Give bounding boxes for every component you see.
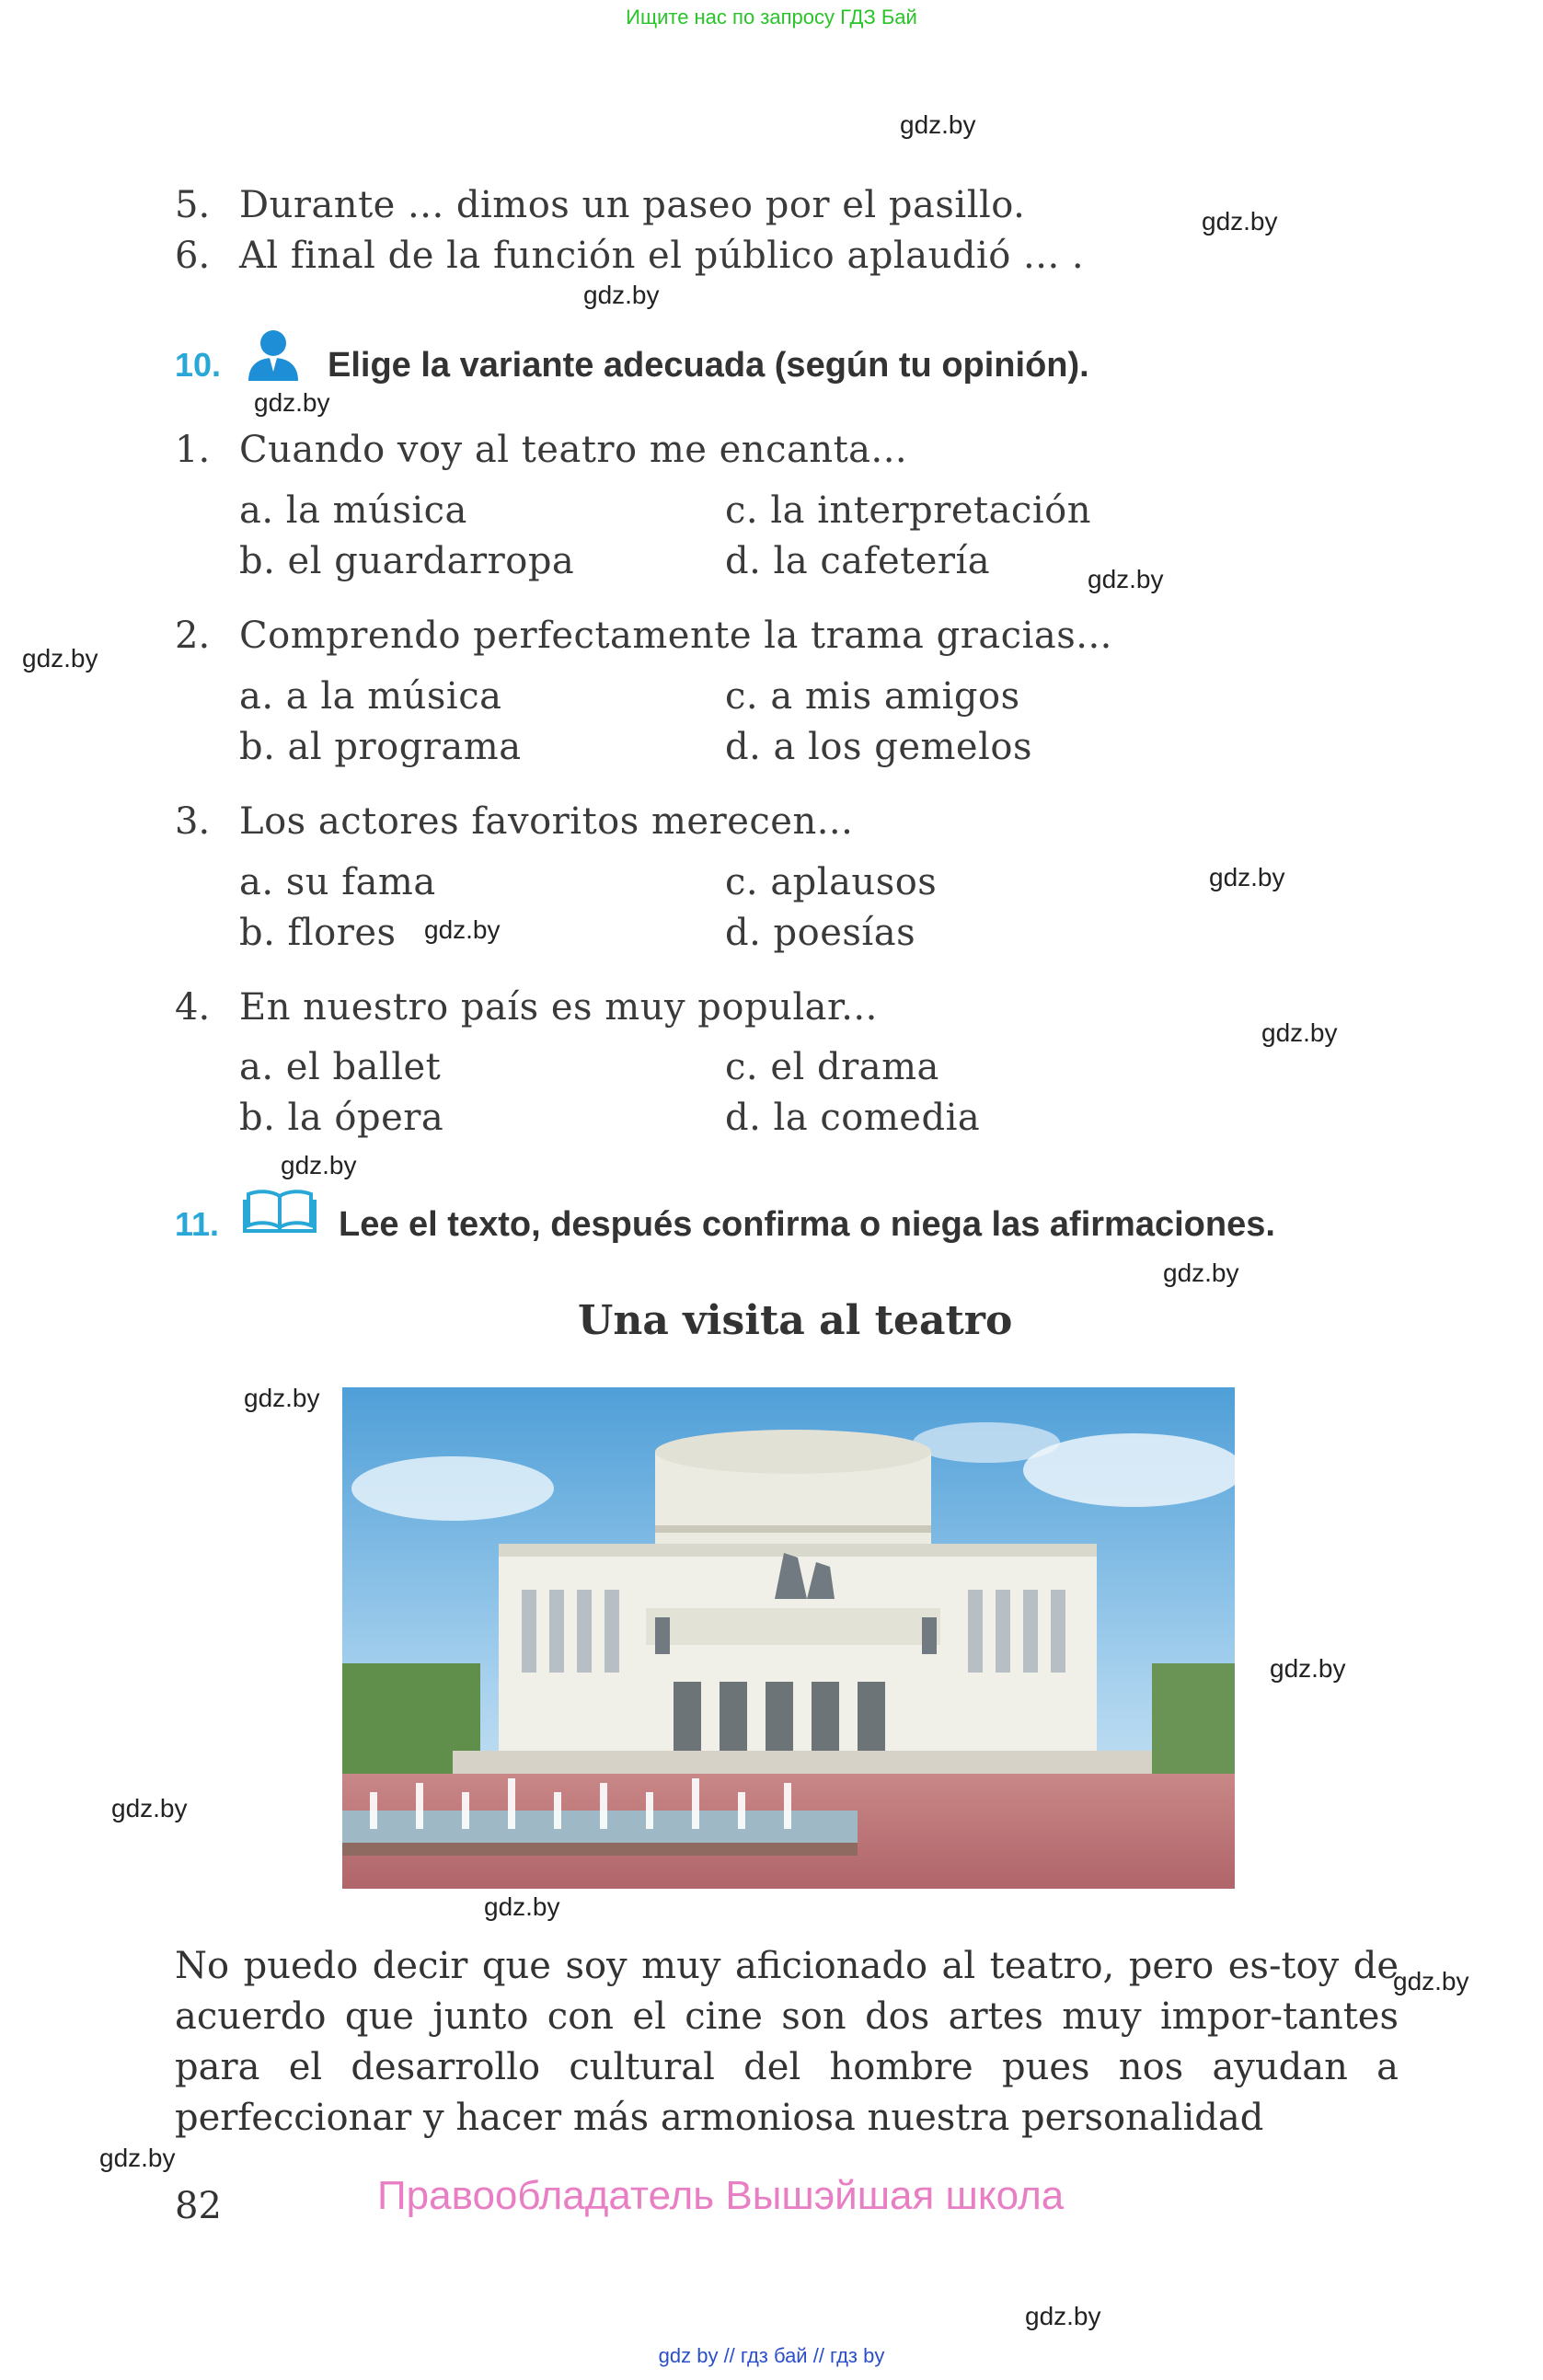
option-d: d. la comedia (725, 1097, 981, 1139)
question-number: 3. (175, 800, 211, 843)
watermark: gdz.by (1209, 863, 1285, 891)
item-number: 5. (175, 184, 211, 226)
watermark: gdz.by (244, 1384, 320, 1412)
text-paragraph: No puedo decir que soy muy aficionado al teatro, pero es-toy de acuerdo que junto con el cine son dos artes muy impor-tantes para el desarrollo cultural del hombre pues nos ayudan a perfeccionar y hacer más armoniosa nuestra personalidad (175, 1945, 1399, 2139)
watermark: gdz.by (254, 388, 330, 417)
top-banner[interactable]: Ищите нас по запросу ГДЗ Бай (626, 6, 917, 29)
option-a: a. su fama (239, 861, 436, 903)
watermark: gdz.by (111, 1794, 188, 1822)
question-stem: Cuando voy al teatro me encanta... (239, 429, 908, 471)
footer-links[interactable]: gdz by // гдз бай // гдз by (658, 2344, 885, 2367)
item-number: 6. (175, 235, 211, 277)
theatre-photo (342, 1387, 1235, 1889)
option-b: b. el guardarropa (239, 540, 575, 582)
item-text: Durante ... dimos un paseo por el pasillo. (239, 184, 1026, 226)
question-number: 2. (175, 615, 211, 657)
option-d: d. poesías (725, 912, 916, 954)
exercise-number: 11. (175, 1205, 220, 1243)
option-c: c. a mis amigos (725, 675, 1020, 718)
option-b: b. al programa (239, 726, 522, 768)
option-a: a. a la música (239, 675, 502, 718)
question-stem: Comprendo perfectamente la trama gracias... (239, 615, 1112, 657)
option-d: d. la cafetería (725, 540, 991, 582)
watermark: gdz.by (1088, 565, 1164, 593)
exercise-instruction: Elige la variante adecuada (según tu opinión). (328, 346, 1089, 385)
watermark: gdz.by (1393, 1967, 1469, 1995)
watermark: gdz.by (424, 915, 501, 944)
option-a: a. el ballet (239, 1046, 442, 1088)
option-a: a. la música (239, 489, 467, 532)
question-number: 1. (175, 429, 211, 471)
question-number: 4. (175, 986, 211, 1029)
option-c: c. el drama (725, 1046, 939, 1088)
option-c: c. la interpretación (725, 489, 1091, 532)
watermark: gdz.by (583, 281, 660, 309)
text-title: Una visita al teatro (578, 1297, 1013, 1344)
option-b: b. flores (239, 912, 397, 954)
watermark: gdz.by (1163, 1259, 1239, 1287)
watermark: gdz.by (484, 1892, 560, 1921)
exercise-number: 10. (175, 346, 222, 384)
question-stem: Los actores favoritos merecen... (239, 800, 854, 843)
person-icon (245, 328, 302, 381)
watermark: gdz.by (1261, 1018, 1338, 1047)
watermark: gdz.by (99, 2144, 176, 2172)
watermark: gdz.by (900, 110, 976, 139)
copyright: Правообладатель Вышэйшая школа (377, 2173, 1065, 2218)
item-text: Al final de la función el público aplaudió ... . (239, 235, 1085, 277)
exercise-instruction: Lee el texto, después confirma o niega las afirmaciones. (339, 1205, 1275, 1244)
question-stem: En nuestro país es muy popular... (239, 986, 878, 1029)
watermark: gdz.by (1202, 207, 1278, 236)
option-d: d. a los gemelos (725, 726, 1032, 768)
page-number: 82 (175, 2185, 222, 2227)
open-book-icon (243, 1187, 317, 1233)
watermark: gdz.by (1270, 1654, 1346, 1683)
option-c: c. aplausos (725, 861, 938, 903)
watermark: gdz.by (22, 644, 98, 673)
watermark: gdz.by (281, 1151, 357, 1179)
watermark: gdz.by (1025, 2302, 1101, 2330)
option-b: b. la ópera (239, 1097, 444, 1139)
